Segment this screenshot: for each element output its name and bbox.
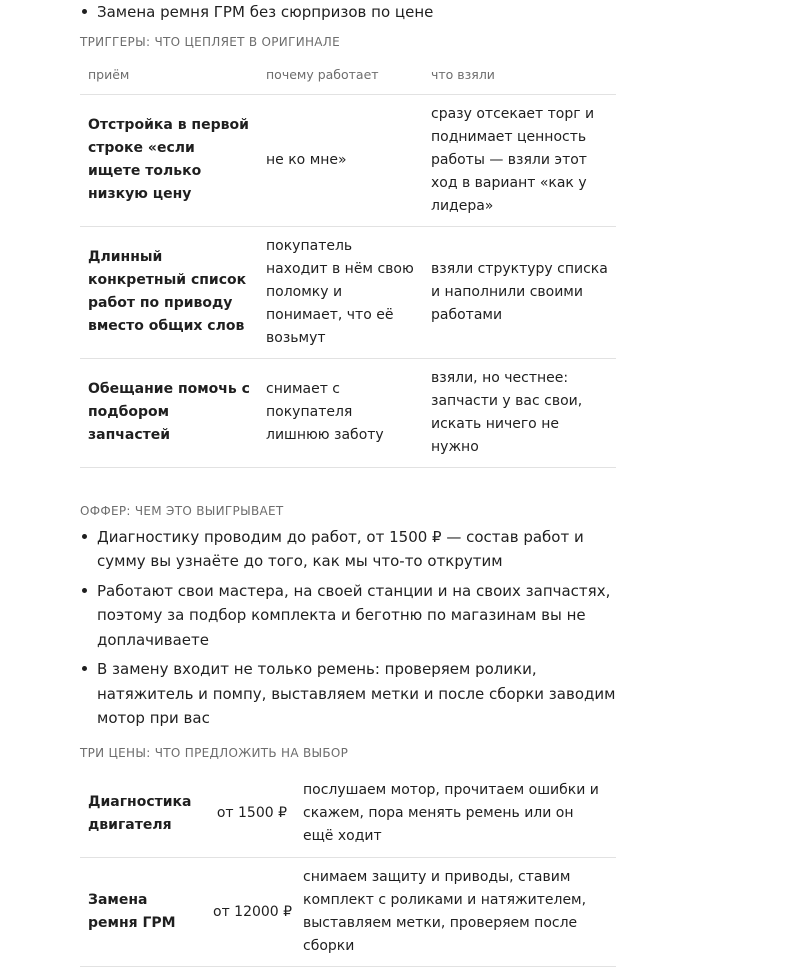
- price-desc-cell: послушаем мотор, прочитаем ошибки и скажем, пора менять ремень или он ещё ходит: [295, 771, 616, 858]
- price-desc-cell: снимаем защиту и приводы, ставим комплект с роликами и натяжителем, выставляем метки, проверяем после сборки: [295, 858, 616, 967]
- document: [80, 0, 616, 967]
- why-cell: не ко мне»: [258, 94, 423, 226]
- triggers-table: [80, 56, 616, 468]
- taken-cell: взяли структуру списка и наполнили своими работами: [423, 226, 616, 358]
- column-header-technique: приём: [80, 56, 258, 95]
- list-item: В замену входит не только ремень: проверяем ролики, натяжитель и помпу, выставляем метки и после сборки заводим мотор при вас: [80, 657, 616, 731]
- column-header-taken: что взяли: [423, 56, 616, 95]
- taken-cell: сразу отсекает торг и поднимает ценность работы — взяли этот ход в вариант «как у лидера»: [423, 94, 616, 226]
- table-row: [80, 226, 616, 358]
- column-header-why: почему работает: [258, 56, 423, 95]
- taken-cell: взяли, но честнее: запчасти у вас свои, искать ничего не нужно: [423, 358, 616, 467]
- why-cell: покупатель находит в нём свою поломку и понимает, что её возьмут: [258, 226, 423, 358]
- technique-cell: Обещание помочь с подбором запчастей: [80, 358, 258, 467]
- offer-bullet-list: [80, 525, 616, 731]
- table-header-row: [80, 56, 616, 95]
- table-row: [80, 771, 616, 858]
- list-item: Диагностику проводим до работ, от 1500 ₽ — состав работ и сумму вы узнаёте до того, как мы что-то открутим: [80, 525, 616, 574]
- list-item: Работают свои мастера, на своей станции и на своих запчастях, поэтому за подбор комплекта и беготню по магазинам вы не доплачиваете: [80, 579, 616, 653]
- offer-section-label: ОФФЕР: ЧЕМ ЭТО ВЫИГРЫВАЕТ: [80, 503, 616, 519]
- prices-section-label: ТРИ ЦЕНЫ: ЧТО ПРЕДЛОЖИТЬ НА ВЫБОР: [80, 745, 616, 761]
- table-row: [80, 858, 616, 967]
- triggers-section-label: ТРИГГЕРЫ: ЧТО ЦЕПЛЯЕТ В ОРИГИНАЛЕ: [80, 34, 616, 50]
- top-bullet-list: [80, 0, 616, 25]
- price-value-cell: от 12000 ₽: [205, 858, 295, 967]
- why-cell: снимает с покупателя лишнюю заботу: [258, 358, 423, 467]
- technique-cell: Отстройка в первой строке «если ищете только низкую цену: [80, 94, 258, 226]
- technique-cell: Длинный конкретный список работ по приводу вместо общих слов: [80, 226, 258, 358]
- price-name-cell: Замена ремня ГРМ: [80, 858, 205, 967]
- table-row: [80, 358, 616, 467]
- price-value-cell: от 1500 ₽: [205, 771, 295, 858]
- table-row: [80, 94, 616, 226]
- price-name-cell: Диагностика двигателя: [80, 771, 205, 858]
- list-item: Замена ремня ГРМ без сюрпризов по цене: [80, 0, 616, 25]
